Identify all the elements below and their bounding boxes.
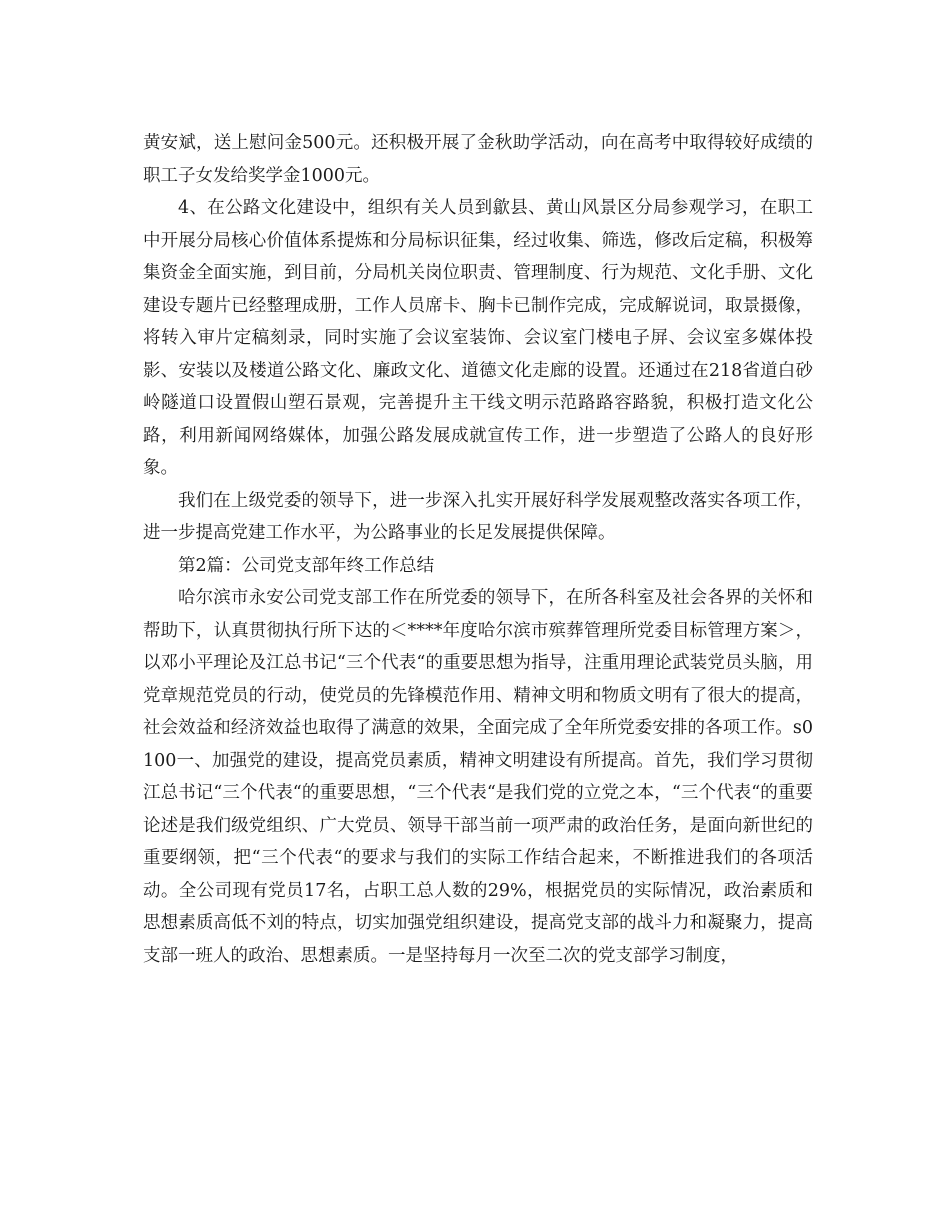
paragraph-continuation: 黄安斌，送上慰问金500元。还积极开展了金秋助学活动，向在高考中取得较好成绩的职工子女发给奖学金1000元。 (143, 133, 813, 186)
paragraph-conclusion: 我们在上级党委的领导下，进一步深入扎实开展好科学发展观整改落实各项工作，进一步提高党建工作水平，为公路事业的长足发展提供保障。 (143, 490, 813, 543)
document-body (143, 127, 813, 972)
section-heading: 第2篇：公司党支部年终工作总结 (178, 555, 435, 576)
paragraph-culture-building: 4、在公路文化建设中，组织有关人员到歙县、黄山风景区分局参观学习，在职工中开展分局核心价值体系提炼和分局标识征集，经过收集、筛选，修改后定稿，积极筹集资金全面实施，到目前，分局机关岗位职责、管理制度、行为规范、文化手册、文化建设专题片已经整理成册，工作人员席卡、胸卡已制作完成，完成解说词，取景摄像，将转入审片定稿刻录，同时实施了会议室装饰、会议室门楼电子屏、会议室多媒体投影、安装以及楼道公路文化、廉政文化、道德文化走廊的设置。还通过在218省道白砂岭隧道口设置假山塑石景观，完善提升主干线文明示范路路容路貌，积极打造文化公路，利用新闻网络媒体，加强公路发展成就宣传工作，进一步塑造了公路人的良好形象。 (143, 198, 813, 478)
paragraph-section-body: 哈尔滨市永安公司党支部工作在所党委的领导下，在所各科室及社会各界的关怀和帮助下，认真贯彻执行所下达的＜****年度哈尔滨市殡葬管理所党委目标管理方案＞，以邓小平理论及江总书记“三个代表“的重要思想为指导，注重用理论武装党员头脑，用党章规范党员的行动，使党员的先锋模范作用、精神文明和物质文明有了很大的提高，社会效益和经济效益也取得了满意的效果，全面完成了全年所党委安排的各项工作。s0100一、加强党的建设，提高党员素质，精神文明建设有所提高。首先，我们学习贯彻江总书记“三个代表“的重要思想，“三个代表“是我们党的立党之本，“三个代表“的重要论述是我们级党组织、广大党员、领导干部当前一项严肃的政治任务，是面向新世纪的重要纲领，把“三个代表“的要求与我们的实际工作结合起来，不断推进我们的各项活动。全公司现有党员17名，占职工总人数的29%，根据党员的实际情况，政治素质和思想素质高低不刘的特点，切实加强党组织建设，提高党支部的战斗力和凝聚力，提高支部一班人的政治、思想素质。一是坚持每月一次至二次的党支部学习制度， (143, 588, 813, 966)
